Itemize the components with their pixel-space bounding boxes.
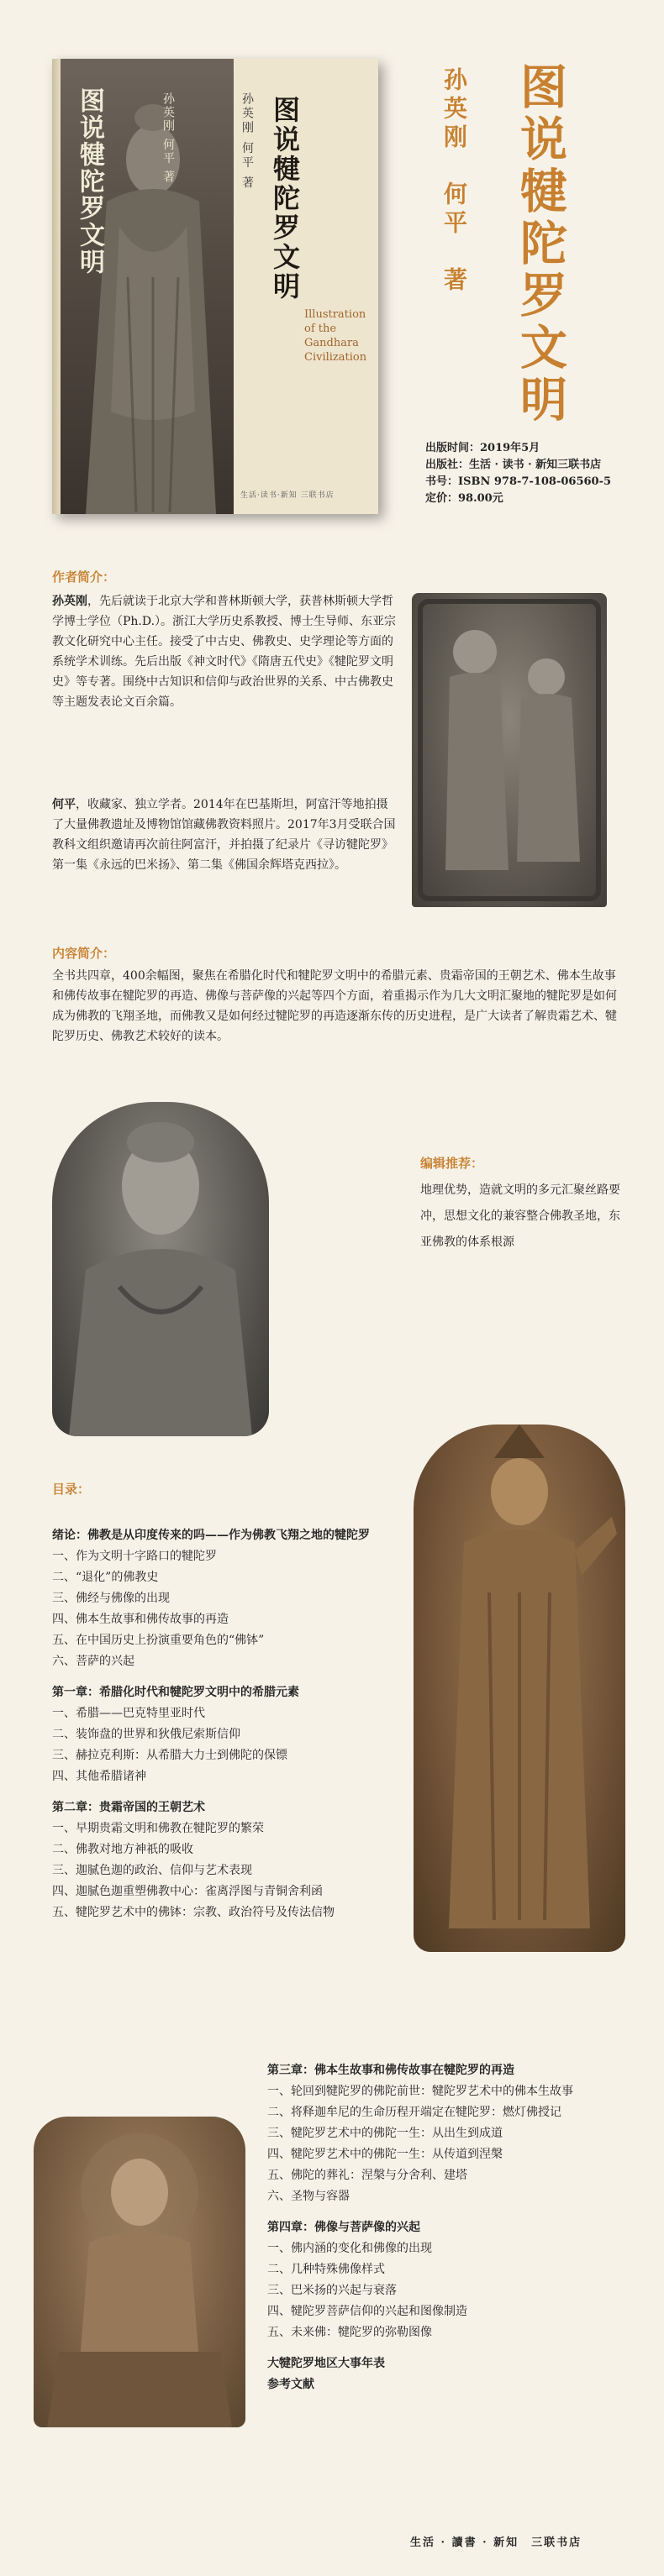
- toc-item: 一、作为文明十字路口的犍陀罗: [52, 1550, 217, 1563]
- toc-item: 六、圣物与容器: [267, 2190, 350, 2203]
- toc-item: 四、犍陀罗菩萨信仰的兴起和图像制造: [267, 2305, 467, 2318]
- author-1-bio: ，先后就读于北京大学和普林斯顿大学，获普林斯顿大学哲学博士学位（Ph.D.）。浙江大学历史系教授、博士生导师、东亚宗教文化研究中心主任。接受了中古史、佛教史、史学理论等方面的系统学术训练。先后出版《神文时代》《隋唐五代史》《犍陀罗文明史》等专著。围绕中古知识和信仰与政治世界的关系、中古佛教史等主题发表论文百余篇。: [52, 595, 397, 709]
- goddess-statue-image: [414, 1424, 625, 1952]
- pub-isbn: 书号：ISBN 978-7-108-06560-5: [425, 475, 612, 488]
- toc-item: 四、迦腻色迦重塑佛教中心：雀离浮图与青铜舍利函: [52, 1885, 323, 1898]
- author-intro-2: [52, 795, 397, 875]
- toc-item: 三、犍陀罗艺术中的佛陀一生：从出生到成道: [267, 2127, 503, 2140]
- publication-info: [425, 440, 611, 507]
- toc-item: 三、迦腻色迦的政治、信仰与艺术表现: [52, 1864, 252, 1877]
- toc-item: 五、犍陀罗艺术中的佛钵：宗教、政治符号及传法信物: [52, 1906, 335, 1919]
- toc-item: 二、“退化”的佛教史: [52, 1571, 159, 1584]
- cover-authors: 孙英刚 何平 著: [240, 92, 254, 191]
- book-cover: [52, 59, 378, 514]
- toc-item: 四、其他希腊诸神: [52, 1770, 146, 1783]
- toc-item: 五、未来佛：犍陀罗的弥勒图像: [267, 2326, 432, 2339]
- author-intro-1: [52, 591, 397, 712]
- author-intro-label: 作者简介：: [52, 569, 116, 585]
- toc-item: 一、佛内涵的变化和佛像的出现: [267, 2242, 432, 2255]
- toc-item: 二、几种特殊佛像样式: [267, 2263, 385, 2276]
- toc-item: 二、将释迦牟尼的生命历程开端定在犍陀罗：燃灯佛授记: [267, 2106, 561, 2119]
- toc-ch2-title: 第二章：贵霜帝国的王朝艺术: [52, 1801, 205, 1814]
- publisher-logo: 生活 · 讀書 · 新知 三联书店: [410, 2537, 582, 2549]
- toc-item: 三、赫拉克利斯：从希腊大力士到佛陀的保镖: [52, 1749, 287, 1762]
- toc-item: 五、佛陀的葬礼：涅槃与分舍利、建塔: [267, 2169, 467, 2182]
- toc-ch1-title: 第一章：希腊化时代和犍陀罗文明中的希腊元素: [52, 1686, 299, 1699]
- toc-item: 六、菩萨的兴起: [52, 1655, 134, 1668]
- editor-label: 编辑推荐：: [420, 1156, 484, 1171]
- toc-ch4-title: 第四章：佛像与菩萨像的兴起: [267, 2221, 420, 2234]
- toc-item: 一、轮回到犍陀罗的佛陀前世：犍陀罗艺术中的佛本生故事: [267, 2085, 573, 2098]
- toc-references: 参考文献: [267, 2378, 314, 2391]
- toc-label: 目录：: [52, 1482, 91, 1497]
- content-intro-label: 内容简介：: [52, 946, 116, 961]
- content-intro-text: 全书共四章，400余幅图，聚焦在希腊化时代和犍陀罗文明中的希腊元素、贵霜帝国的王朝艺术、佛本生故事和佛传故事在犍陀罗的再造、佛像与菩萨像的兴起等四个方面，着重揭示作为几大文明汇聚地的犍陀罗是如何成为佛教的飞翔圣地，而佛教又是如何经过犍陀罗的再造逐渐东传的历史进程，是广大读者了解贵霜艺术、犍陀罗历史、佛教艺术较好的读本。: [52, 969, 617, 1043]
- pub-publisher: 出版社：生活 · 读书 · 新知三联书店: [425, 459, 602, 471]
- cover-english-title: Illustration of the Gandhara Civilization: [304, 308, 367, 364]
- seated-bodhisattva-image: [34, 2117, 245, 2427]
- author-2-bio: ，收藏家、独立学者。2014年在巴基斯坦，阿富汗等地拍摄了大量佛教遗址及博物馆馆藏佛教资料照片。2017年3月受联合国教科文组织邀请再次前往阿富汗，并拍摄了纪录片《寻访犍陀罗》第一集《永远的巴米扬》、第二集《佛国余辉塔克西拉》。: [52, 798, 396, 872]
- bodhisattva-bust-image: [52, 1102, 269, 1436]
- toc-item: 五、在中国历史上扮演重要角色的“佛钵”: [52, 1634, 265, 1647]
- author-1-name: 孙英刚: [52, 595, 87, 608]
- page-authors: 孙英刚 何平 著: [440, 67, 468, 296]
- cover-spine: [52, 59, 61, 514]
- toc-ch3-4-block: [267, 2060, 637, 2395]
- toc-item: 一、早期贵霜文明和佛教在犍陀罗的繁荣: [52, 1822, 264, 1835]
- toc-ch3-title: 第三章：佛本生故事和佛传故事在犍陀罗的再造: [267, 2064, 514, 2077]
- pub-price: 定价：98.00元: [425, 492, 503, 505]
- toc-chronology: 大犍陀罗地区大事年表: [267, 2357, 385, 2370]
- relief-sculpture-image: [412, 593, 607, 907]
- toc-item: 二、佛教对地方神祇的吸收: [52, 1843, 193, 1856]
- toc-item: 四、犍陀罗艺术中的佛陀一生：从传道到涅槃: [267, 2148, 503, 2161]
- toc-intro-title: 绪论：佛教是从印度传来的吗——作为佛教飞翔之地的犍陀罗: [52, 1529, 370, 1542]
- author-2-name: 何平: [52, 798, 76, 811]
- toc-item: 三、巴米扬的兴起与衰落: [267, 2284, 397, 2297]
- toc-item: 二、装饰盘的世界和狄俄尼索斯信仰: [52, 1728, 240, 1741]
- page-title: 图说犍陀罗文明: [513, 62, 568, 427]
- toc-item: 三、佛经与佛像的出现: [52, 1592, 170, 1605]
- cover-title-on-photo: 图说犍陀罗文明: [75, 87, 104, 275]
- toc-item: 四、佛本生故事和佛传故事的再造: [52, 1613, 229, 1626]
- pub-date: 出版时间：2019年5月: [425, 442, 540, 454]
- cover-authors-on-photo: 孙英刚 何平 著: [161, 92, 175, 184]
- cover-publisher: 生活·读书·新知 三联书店: [240, 491, 335, 500]
- toc-item: 一、希腊——巴克特里亚时代: [52, 1707, 205, 1720]
- cover-main-title: 图说犍陀罗文明: [269, 96, 301, 302]
- editor-text: 地理优势，造就文明的多元汇聚丝路要冲，思想文化的兼容整合佛教圣地，东亚佛教的体系根源: [420, 1183, 620, 1249]
